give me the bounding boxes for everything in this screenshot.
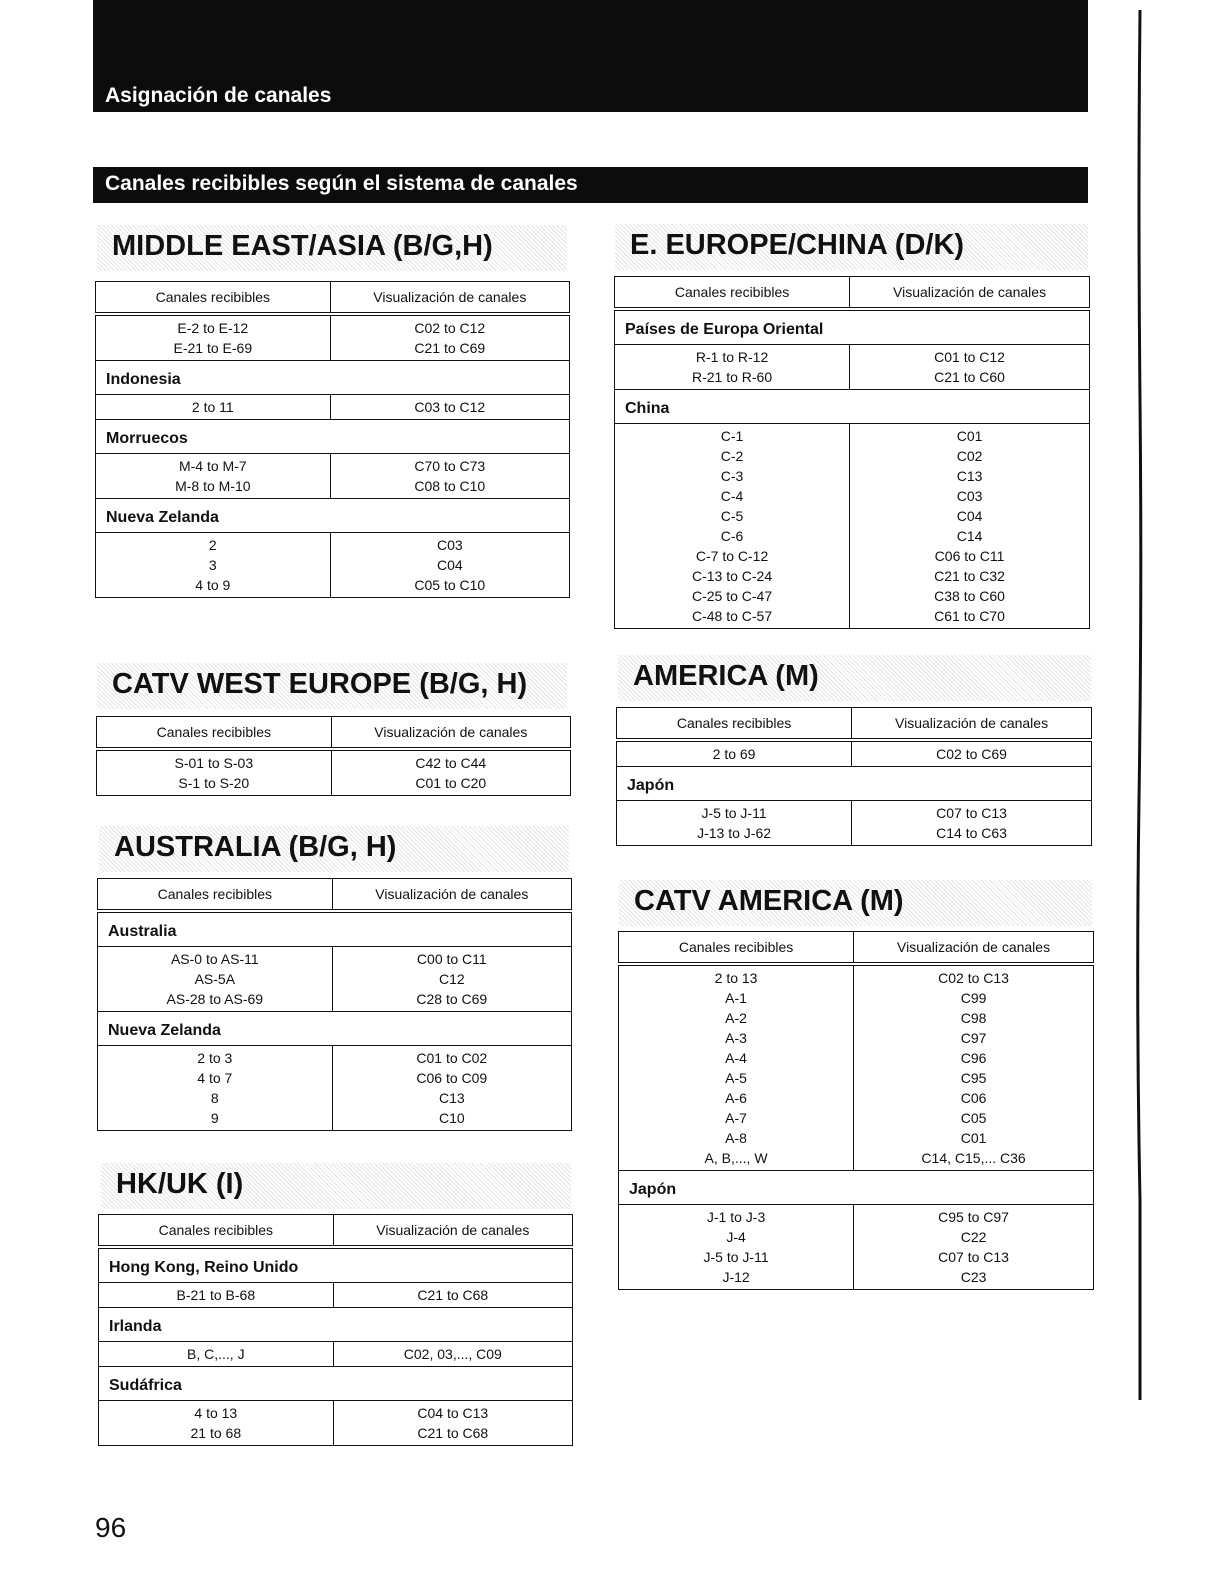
table-header-row	[615, 277, 1090, 310]
group-title: Nueva Zelanda	[96, 499, 570, 533]
display-channel: C01	[956, 428, 983, 444]
group-title: Japón	[619, 1171, 1094, 1205]
receivable-channel: M-8 to M-10	[175, 478, 251, 494]
receivable-channel: AS-28 to AS-69	[166, 991, 264, 1007]
display-channel: C23	[960, 1269, 987, 1285]
group-row	[619, 1171, 1094, 1205]
table-header-row	[98, 879, 572, 912]
group-row	[615, 390, 1090, 424]
display-channel: C21 to C60	[934, 369, 1005, 385]
display-cell	[330, 533, 569, 598]
heading-australia: AUSTRALIA (B/G, H)	[99, 826, 569, 872]
group-row	[98, 1012, 572, 1046]
display-channel: C21 to C32	[934, 568, 1005, 584]
display-channel: C06 to C09	[416, 1070, 488, 1086]
table-catv-america	[618, 931, 1094, 1290]
receivable-channel: E-2 to E-12	[177, 320, 249, 336]
receivable-channel: C-5	[720, 508, 744, 524]
table-row	[96, 395, 570, 420]
display-channel: C08 to C10	[414, 478, 486, 494]
display-cell	[333, 1342, 572, 1367]
receivable-channel: C-2	[720, 448, 744, 464]
section-title: Canales recibibles según el sistema de canales	[105, 172, 578, 195]
display-channel: C38 to C60	[934, 588, 1005, 604]
receivable-channel: J-12	[722, 1269, 750, 1285]
display-channel: C02	[956, 448, 983, 464]
heading-america: AMERICA (M)	[618, 655, 1091, 701]
receivable-channel: C-7 to C-12	[695, 548, 769, 564]
display-cell	[330, 314, 569, 361]
receivable-channel: J-5 to J-11	[701, 805, 767, 821]
table-row	[617, 740, 1092, 767]
display-channel: C22	[960, 1229, 987, 1245]
display-channel: C01 to C02	[416, 1050, 488, 1066]
receivable-channel: C-1	[720, 428, 744, 444]
display-channel: C05 to C10	[414, 577, 486, 593]
table-row	[99, 1283, 573, 1308]
page-number: 96	[95, 1512, 127, 1543]
display-channel: C95 to C97	[938, 1209, 1009, 1225]
display-cell	[330, 454, 569, 499]
group-title: Nueva Zelanda	[98, 1012, 572, 1046]
receivable-channel: E-21 to E-69	[173, 340, 253, 356]
receivable-cell	[96, 533, 331, 598]
display-cell	[854, 964, 1094, 1171]
display-cell	[852, 740, 1092, 767]
receivable-cell	[98, 947, 333, 1012]
display-cell	[850, 345, 1090, 390]
receivable-channel: M-4 to M-7	[178, 458, 247, 474]
receivable-channel: 2 to 13	[714, 970, 758, 986]
top-header-bar	[93, 0, 1088, 112]
group-title: Irlanda	[99, 1308, 573, 1342]
table-row	[99, 1342, 573, 1367]
group-title: China	[615, 390, 1090, 424]
receivable-channel: C-4	[720, 488, 744, 504]
display-channel: C01 to C12	[934, 349, 1005, 365]
receivable-channel: C-25 to C-47	[691, 588, 773, 604]
display-channel: C02 to C69	[936, 746, 1007, 762]
receivable-channel: A-3	[725, 1030, 747, 1046]
group-title: Japón	[617, 767, 1092, 801]
display-cell	[852, 801, 1092, 846]
display-cell	[333, 1401, 572, 1446]
column-header-receivable: Canales recibibles	[619, 932, 854, 965]
column-header-display: Visualización de canales	[331, 717, 570, 750]
receivable-channel: 9	[210, 1110, 219, 1126]
display-channel: C03 to C12	[414, 399, 486, 415]
receivable-channel: 8	[210, 1090, 219, 1106]
display-channel: C04	[436, 557, 463, 573]
column-header-display: Visualización de canales	[854, 932, 1094, 965]
table-row	[98, 947, 572, 1012]
table-header-row	[99, 1215, 573, 1248]
table-australia	[97, 878, 572, 1131]
section-header-bar	[93, 167, 1088, 203]
display-channel: C07 to C13	[936, 805, 1007, 821]
column-header-receivable: Canales recibibles	[98, 879, 333, 912]
display-cell	[333, 1283, 572, 1308]
receivable-channel: 2	[208, 537, 217, 553]
display-cell	[850, 424, 1090, 629]
receivable-channel: 21 to 68	[190, 1425, 242, 1441]
group-row	[96, 499, 570, 533]
table-middle-east-asia	[95, 281, 570, 598]
display-channel: C61 to C70	[934, 608, 1005, 624]
display-channel: C02 to C12	[414, 320, 486, 336]
table-row	[99, 1401, 573, 1446]
display-channel: C04	[956, 508, 983, 524]
display-cell	[332, 1046, 571, 1131]
table-header-row	[619, 932, 1094, 965]
table-header-row	[617, 708, 1092, 741]
group-row	[96, 420, 570, 454]
receivable-cell	[99, 1342, 334, 1367]
display-channel: C10	[438, 1110, 465, 1126]
display-cell	[854, 1205, 1094, 1290]
receivable-channel: AS-5A	[194, 971, 236, 987]
column-header-receivable: Canales recibibles	[617, 708, 852, 741]
receivable-channel: J-1 to J-3	[706, 1209, 766, 1225]
receivable-channel: C-6	[720, 528, 744, 544]
receivable-channel: J-5 to J-11	[703, 1249, 769, 1265]
group-row	[99, 1308, 573, 1342]
display-channel: C42 to C44	[415, 755, 487, 771]
receivable-channel: C-3	[720, 468, 744, 484]
display-channel: C03	[436, 537, 463, 553]
receivable-channel: A-1	[725, 990, 747, 1006]
table-row	[97, 749, 571, 796]
display-channel: C12	[438, 971, 465, 987]
display-channel: C03	[956, 488, 983, 504]
display-channel: C06 to C11	[934, 548, 1005, 564]
group-title: Hong Kong, Reino Unido	[99, 1247, 573, 1283]
column-header-receivable: Canales recibibles	[96, 282, 331, 315]
display-channel: C97	[960, 1030, 987, 1046]
display-channel: C02, 03,..., C09	[403, 1346, 502, 1362]
table-header-row	[97, 717, 571, 750]
heading-catv-america: CATV AMERICA (M)	[619, 880, 1092, 926]
page-header-title: Asignación de canales	[105, 84, 332, 107]
receivable-channel: S-1 to S-20	[178, 775, 250, 791]
table-catv-west-europe	[96, 716, 571, 796]
table-row	[615, 424, 1090, 629]
column-header-display: Visualización de canales	[332, 879, 571, 912]
display-cell	[331, 749, 570, 796]
display-channel: C13	[438, 1090, 465, 1106]
display-channel: C14, C15,... C36	[921, 1150, 1026, 1166]
table-row	[98, 1046, 572, 1131]
display-channel: C06	[960, 1090, 987, 1106]
receivable-cell	[99, 1283, 334, 1308]
receivable-channel: 4 to 13	[194, 1405, 238, 1421]
display-cell	[332, 947, 571, 1012]
group-row	[96, 361, 570, 395]
display-channel: C96	[960, 1050, 987, 1066]
receivable-cell	[619, 964, 854, 1171]
display-cell	[330, 395, 569, 420]
receivable-channel: 2 to 69	[712, 746, 756, 762]
heading-e-europe-china: E. EUROPE/CHINA (D/K)	[615, 224, 1088, 270]
receivable-channel: 4 to 7	[197, 1070, 233, 1086]
receivable-channel: B, C,..., J	[187, 1346, 245, 1362]
receivable-channel: 2 to 3	[197, 1050, 233, 1066]
table-row	[96, 314, 570, 361]
receivable-cell	[97, 749, 332, 796]
receivable-channel: C-13 to C-24	[691, 568, 773, 584]
receivable-channel: AS-0 to AS-11	[170, 951, 259, 967]
page-edge-binding	[1136, 0, 1143, 1583]
group-title: Países de Europa Oriental	[615, 309, 1090, 345]
display-channel: C14	[956, 528, 983, 544]
group-row	[617, 767, 1092, 801]
display-channel: C95	[960, 1070, 987, 1086]
receivable-channel: 4 to 9	[195, 577, 231, 593]
receivable-channel: A-7	[725, 1110, 747, 1126]
receivable-cell	[99, 1401, 334, 1446]
column-header-display: Visualización de canales	[850, 277, 1090, 310]
column-header-display: Visualización de canales	[330, 282, 569, 315]
display-channel: C21 to C69	[414, 340, 486, 356]
receivable-channel: B-21 to B-68	[176, 1287, 256, 1303]
table-america	[616, 707, 1092, 846]
table-e-europe-china	[614, 276, 1090, 629]
heading-catv-west-europe: CATV WEST EUROPE (B/G, H)	[97, 663, 567, 709]
display-channel: C21 to C68	[417, 1425, 489, 1441]
table-row	[619, 1205, 1094, 1290]
table-row	[619, 964, 1094, 1171]
receivable-cell	[96, 314, 331, 361]
receivable-cell	[615, 345, 850, 390]
display-channel: C01 to C20	[415, 775, 487, 791]
receivable-channel: A-8	[725, 1130, 747, 1146]
receivable-cell	[615, 424, 850, 629]
group-title: Indonesia	[96, 361, 570, 395]
display-channel: C04 to C13	[417, 1405, 489, 1421]
table-hk-uk	[98, 1214, 573, 1446]
group-title: Morruecos	[96, 420, 570, 454]
receivable-channel: J-4	[726, 1229, 746, 1245]
group-row	[99, 1247, 573, 1283]
display-channel: C07 to C13	[938, 1249, 1009, 1265]
display-channel: C28 to C69	[416, 991, 488, 1007]
display-channel: C70 to C73	[414, 458, 486, 474]
group-row	[99, 1367, 573, 1401]
group-title: Sudáfrica	[99, 1367, 573, 1401]
group-title: Australia	[98, 911, 572, 947]
receivable-channel: S-01 to S-03	[174, 755, 254, 771]
display-channel: C13	[956, 468, 983, 484]
column-header-receivable: Canales recibibles	[615, 277, 850, 310]
receivable-channel: C-48 to C-57	[691, 608, 773, 624]
heading-hk-uk: HK/UK (I)	[101, 1163, 571, 1209]
receivable-cell	[96, 395, 331, 420]
receivable-channel: R-1 to R-12	[695, 349, 769, 365]
receivable-channel: A-2	[725, 1010, 747, 1026]
table-header-row	[96, 282, 570, 315]
display-channel: C00 to C11	[416, 951, 487, 967]
receivable-cell	[96, 454, 331, 499]
group-row	[615, 309, 1090, 345]
receivable-channel: 3	[208, 557, 217, 573]
receivable-channel: A-5	[725, 1070, 747, 1086]
display-channel: C02 to C13	[938, 970, 1009, 986]
table-row	[615, 345, 1090, 390]
display-channel: C14 to C63	[936, 825, 1007, 841]
display-channel: C98	[960, 1010, 987, 1026]
column-header-display: Visualización de canales	[333, 1215, 572, 1248]
receivable-cell	[619, 1205, 854, 1290]
group-row	[98, 911, 572, 947]
table-row	[96, 533, 570, 598]
receivable-channel: A, B,..., W	[704, 1150, 768, 1166]
receivable-cell	[617, 740, 852, 767]
receivable-channel: 2 to 11	[191, 399, 234, 415]
display-channel: C01	[960, 1130, 987, 1146]
receivable-cell	[617, 801, 852, 846]
receivable-channel: A-4	[725, 1050, 747, 1066]
display-channel: C99	[960, 990, 987, 1006]
receivable-channel: R-21 to R-60	[691, 369, 773, 385]
heading-middle-east-asia: MIDDLE EAST/ASIA (B/G,H)	[97, 225, 567, 271]
column-header-display: Visualización de canales	[852, 708, 1092, 741]
receivable-cell	[98, 1046, 333, 1131]
receivable-channel: J-13 to J-62	[697, 825, 772, 841]
table-row	[96, 454, 570, 499]
display-channel: C21 to C68	[417, 1287, 489, 1303]
column-header-receivable: Canales recibibles	[97, 717, 332, 750]
table-row	[617, 801, 1092, 846]
display-channel: C05	[960, 1110, 987, 1126]
column-header-receivable: Canales recibibles	[99, 1215, 334, 1248]
receivable-channel: A-6	[725, 1090, 747, 1106]
